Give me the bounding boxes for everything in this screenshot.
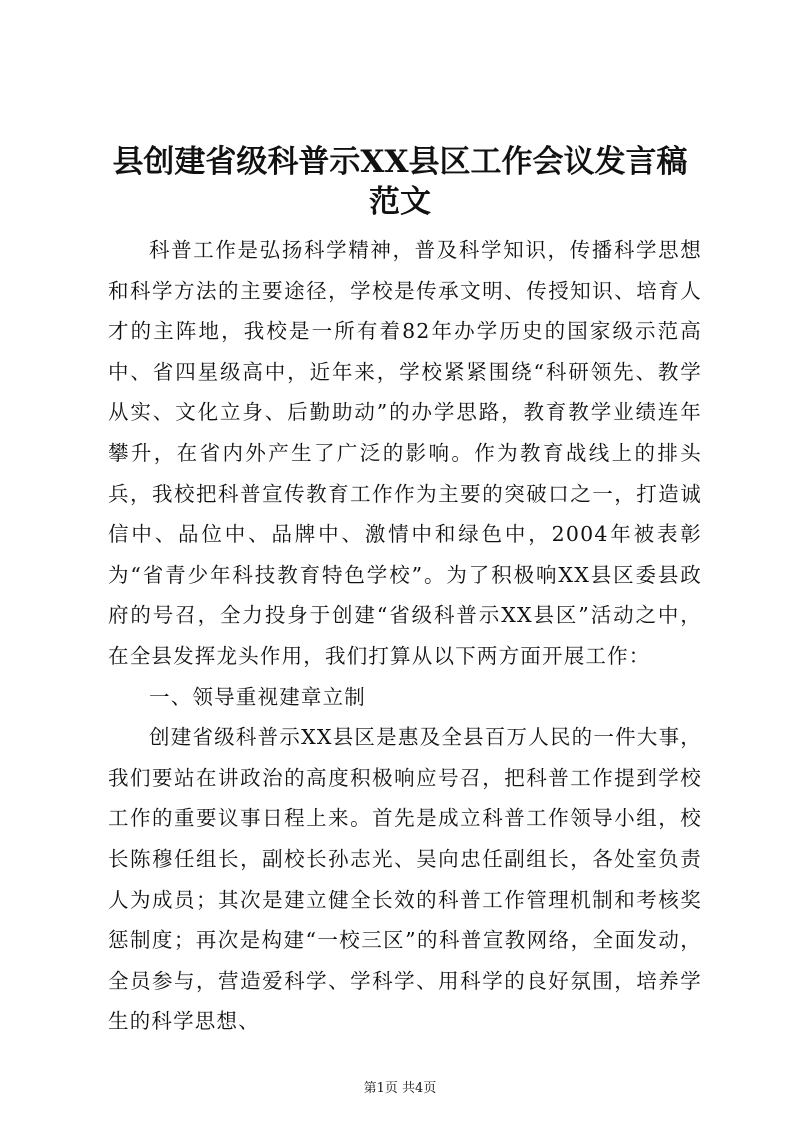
paragraph-intro: 科普工作是弘扬科学精神，普及科学知识，传播科学思想和科学方法的主要途径，学校是传承文明、传授知识、培育人才的主阵地，我校是一所有着82年办学历史的国家级示范高中、省四星级高中，近年来，学校紧紧围绕“科研领先、教学从实、文化立身、后勤助动”的办学思路，教育教学业绩连年攀升，在省内外产生了广泛的影响。作为教育战线上的排头兵，我校把科普宣传教育工作作为主要的突破口之一，打造诚信中、品位中、品牌中、激情中和绿色中，2004年被表彰为“省青少年科技教育特色学校”。为了积极响XX县区委县政府的号召，全力投身于创建“省级科普示XX县区”活动之中，在全县发挥龙头作用，我们打算从以下两方面开展工作： — [108, 238, 702, 668]
paragraph-section-1: 创建省级科普示XX县区是惠及全县百万人民的一件大事，我们要站在讲政治的高度积极响应号召，把科普工作提到学校工作的重要议事日程上来。首先是成立科普工作领导小组，校长陈穆任组长，副校长孙志光、吴向忠任副组长，各处室负责人为成员；其次是建立健全长效的科普工作管理机制和考核奖惩制度；再次是构建“一校三区”的科普宣教网络，全面发动，全员参与，营造爱科学、学科学、用科学的良好氛围，培养学生的科学思想、 — [108, 725, 702, 1034]
document-title: 县创建省级科普示XX县区工作会议发言稿范文 — [112, 144, 688, 220]
page-footer: 第1页 共4页 — [363, 1081, 437, 1096]
section-heading: 一、领导重视建章立制 — [149, 684, 366, 709]
document-body — [108, 230, 702, 1042]
